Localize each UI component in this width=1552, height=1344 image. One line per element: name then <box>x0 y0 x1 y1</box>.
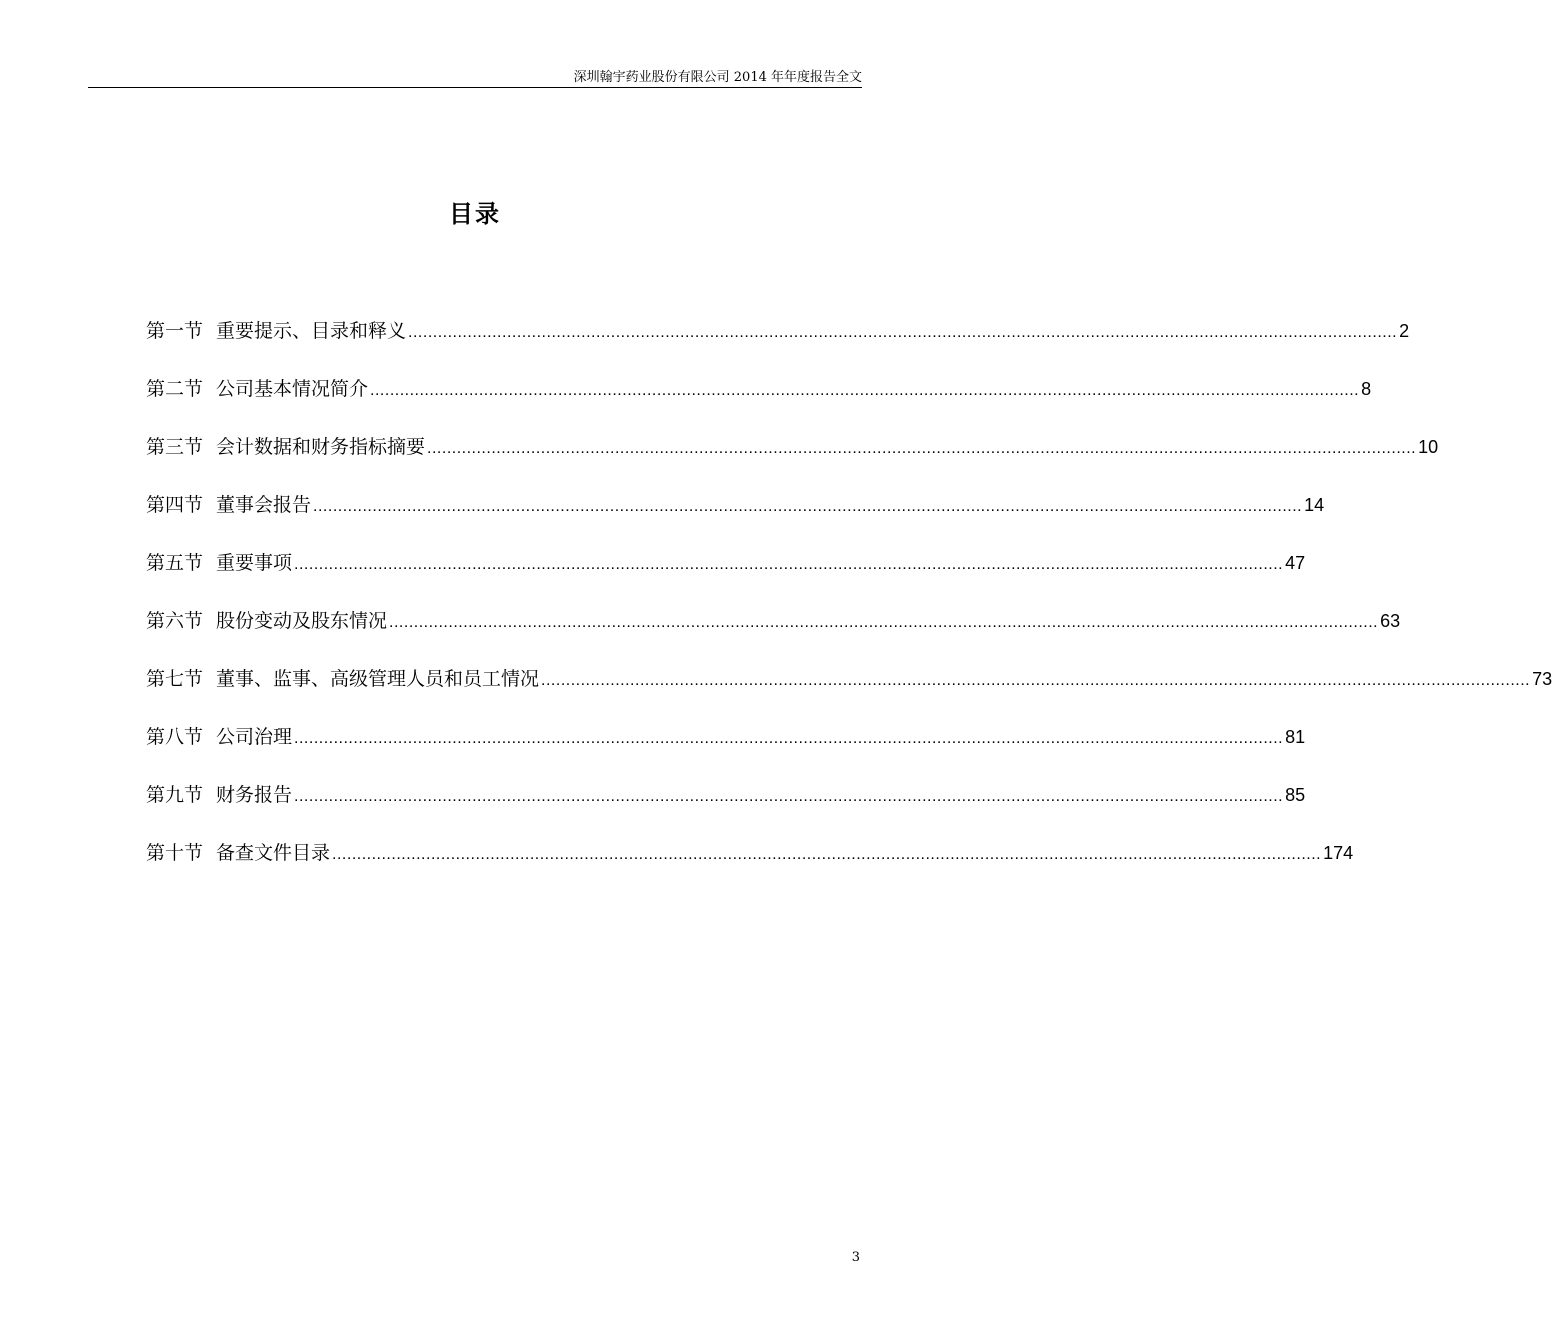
toc-page-number: 8 <box>1361 379 1372 399</box>
toc-entry-1[interactable] <box>146 316 1410 374</box>
dot-leader: ........................................................................................................................................................................................................ <box>370 382 1360 399</box>
toc-section-number: 第九节 <box>146 784 204 806</box>
dot-leader: ........................................................................................................................................................................................................ <box>332 846 1322 863</box>
toc-section-title: 股份变动及股东情况 <box>216 610 388 632</box>
toc-page-number: 174 <box>1323 843 1354 863</box>
toc-section-title: 董事、监事、高级管理人员和员工情况 <box>216 668 540 690</box>
toc-section-title: 重要事项 <box>216 552 293 574</box>
toc-entry-6[interactable] <box>146 606 1401 664</box>
toc-entry-8[interactable] <box>146 722 1306 780</box>
toc-entry-9[interactable] <box>146 780 1306 838</box>
running-header: 深圳翰宇药业股份有限公司 2014 年年度报告全文 <box>573 70 862 85</box>
toc-page-number: 10 <box>1418 437 1439 457</box>
dot-leader: ........................................................................................................................................................................................................ <box>427 440 1417 457</box>
toc-section-title: 公司治理 <box>216 726 293 748</box>
table-of-contents <box>146 316 1552 896</box>
toc-section-number: 第十节 <box>146 842 204 864</box>
toc-entry-7[interactable] <box>146 664 1552 722</box>
toc-page-number: 63 <box>1380 611 1401 631</box>
dot-leader: ........................................................................................................................................................................................................ <box>541 672 1531 689</box>
toc-section-title: 公司基本情况简介 <box>216 378 369 400</box>
toc-section-number: 第二节 <box>146 378 204 400</box>
toc-entry-3[interactable] <box>146 432 1439 490</box>
toc-entry-4[interactable] <box>146 490 1325 548</box>
dot-leader: ........................................................................................................................................................................................................ <box>408 324 1398 341</box>
header-divider <box>88 87 862 88</box>
toc-page-number: 85 <box>1285 785 1306 805</box>
toc-title: 目录 <box>449 200 501 228</box>
toc-section-number: 第一节 <box>146 320 204 342</box>
dot-leader: ........................................................................................................................................................................................................ <box>294 788 1284 805</box>
toc-page-number: 2 <box>1399 321 1410 341</box>
toc-section-title: 财务报告 <box>216 784 293 806</box>
page-number: 3 <box>851 1250 860 1265</box>
toc-page-number: 47 <box>1285 553 1306 573</box>
toc-entry-2[interactable] <box>146 374 1372 432</box>
dot-leader: ........................................................................................................................................................................................................ <box>294 556 1284 573</box>
toc-section-number: 第三节 <box>146 436 204 458</box>
toc-section-number: 第八节 <box>146 726 204 748</box>
toc-section-number: 第四节 <box>146 494 204 516</box>
toc-section-number: 第五节 <box>146 552 204 574</box>
dot-leader: ........................................................................................................................................................................................................ <box>313 498 1303 515</box>
toc-section-title: 会计数据和财务指标摘要 <box>216 436 426 458</box>
toc-entry-5[interactable] <box>146 548 1306 606</box>
toc-section-title: 重要提示、目录和释义 <box>216 320 407 342</box>
toc-page-number: 81 <box>1285 727 1306 747</box>
toc-section-number: 第七节 <box>146 668 204 690</box>
toc-section-title: 董事会报告 <box>216 494 312 516</box>
toc-page-number: 14 <box>1304 495 1325 515</box>
dot-leader: ........................................................................................................................................................................................................ <box>294 730 1284 747</box>
toc-entry-10[interactable] <box>146 838 1354 896</box>
toc-section-number: 第六节 <box>146 610 204 632</box>
dot-leader: ........................................................................................................................................................................................................ <box>389 614 1379 631</box>
toc-section-title: 备查文件目录 <box>216 842 331 864</box>
toc-page-number: 73 <box>1532 669 1552 689</box>
